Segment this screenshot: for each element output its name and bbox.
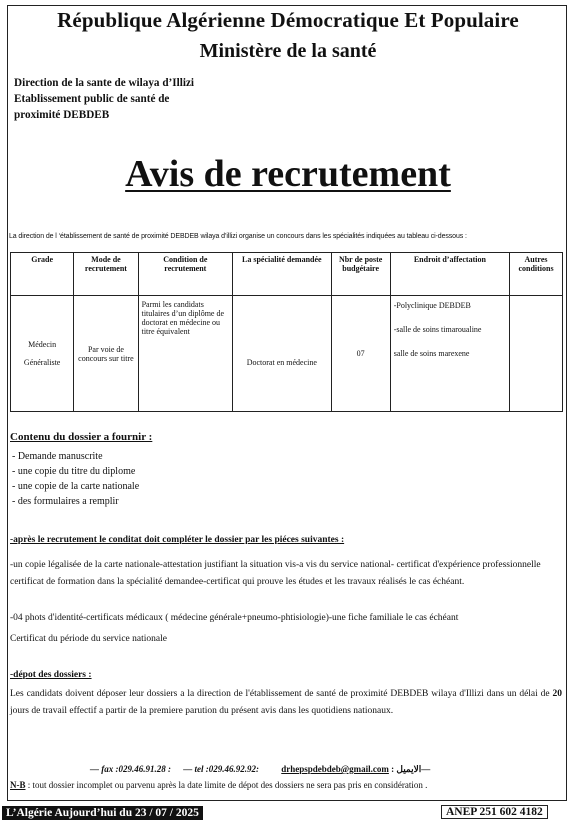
table-header-cell: Autres conditions (510, 253, 563, 296)
mode-cell: Par voie de concours sur titre (74, 296, 138, 412)
endroit-item: -salle de soins timaroualine (393, 325, 482, 334)
apres-paragraph: -04 phots d'identité-certificats médicaux ( médecine générale+pneumo-phtisiologie)-une fiche familiale le cas échéant (10, 613, 459, 623)
table-row (11, 296, 563, 412)
specialite-cell: Doctorat en médecine (233, 296, 332, 412)
autres-cell (510, 296, 563, 412)
direction-line: Direction de la sante de wilaya d’Illizi (14, 77, 195, 89)
republic-heading: République Algérienne Démocratique Et Populaire (57, 8, 519, 32)
depot-days: 20 (552, 689, 562, 699)
depot-paragraph (10, 686, 562, 719)
apres-heading: -après le recrutement le conditat doit compléter le dossier par les piéces suivantes : (10, 535, 345, 545)
grade-cell: Médecin Généraliste (11, 296, 74, 412)
table-header-cell: Grade (11, 253, 74, 296)
email-link[interactable]: drhepspdebdeb@gmail.com (281, 764, 389, 774)
table-header-cell: La spécialité demandée (233, 253, 332, 296)
depot-heading: -dépot des dossiers : (10, 670, 92, 680)
title-text: Avis de recrutement (125, 153, 451, 195)
page-title (0, 152, 576, 196)
dossier-heading: Contenu du dossier a fournir : (10, 431, 153, 443)
nb-text: : tout dossier incomplet ou parvenu après la date limite de dépot des dossiers ne sera pas pris en considération . (25, 780, 428, 790)
newspaper-footer: L’Algérie Aujourd’hui du 23 / 07 / 2025 (2, 806, 203, 820)
direction-line: Etablissement public de santé de (14, 93, 170, 105)
nb-label: N-B (10, 780, 26, 790)
apres-paragraph: Certificat du période du service nationale (10, 634, 167, 644)
depot-text: Les candidats doivent déposer leur dossiers a la direction de l'établissement de santé de proximité DEBDEB wilaya d'Illizi dans un délai de (10, 689, 553, 699)
list-item: - une copie du titre du diplome (12, 466, 136, 477)
table-header-cell: Nbr de poste budgétaire (331, 253, 390, 296)
tel-number: — tel :029.46.92.92: (183, 764, 259, 774)
direction-block (14, 75, 194, 123)
anep-reference: ANEP 251 602 4182 (441, 805, 548, 819)
endroit-item: salle de soins marexene (393, 349, 470, 358)
depot-text: jours de travail effectif a partir de la premiere parution du présent avis dans les quotidiens nationaux. (10, 705, 394, 716)
direction-line: proximité DEBDEB (14, 109, 110, 121)
table-header-cell: Endroit d’affectation (390, 253, 509, 296)
fax-number: — fax :029.46.91.28 : (90, 764, 171, 774)
apres-paragraph: -un copie légalisée de la carte nationale-attestation justifiant la situation vis-a vis du service national- certificat d'expérience professionnelle certificat de formation dans la spécialité demandee-certificat qui prouve les études et les travaux réalisés le cas échéant. (10, 560, 541, 587)
table-header-cell: Condition de recrutement (138, 253, 232, 296)
table-header-cell: Mode de recrutement (74, 253, 138, 296)
contact-line (90, 764, 430, 775)
dossier-list (12, 449, 139, 509)
postes-cell: 07 (331, 296, 390, 412)
email-label: : الايميل— (391, 764, 431, 774)
recruitment-table (10, 252, 563, 412)
list-item: - des formulaires a remplir (12, 496, 119, 507)
endroit-cell (390, 296, 509, 412)
condition-cell: Parmi les candidats titulaires d’un diplôme de doctorat en médecine ou titre équivalent (138, 296, 232, 412)
endroit-item: -Polyclinique DEBDEB (393, 301, 471, 310)
table-header-row (11, 253, 563, 296)
ministry-heading: Ministère de la santé (199, 40, 377, 62)
intro-text: La direction de l ‘établissement de santé de proximité DEBDEB wilaya d’illizi organise un concours dans les spécialités indiquées au tableau ci-dessous : (9, 233, 467, 240)
nb-note (10, 780, 427, 790)
list-item: - une copie de la carte nationale (12, 481, 140, 492)
list-item: - Demande manuscrite (12, 451, 103, 462)
